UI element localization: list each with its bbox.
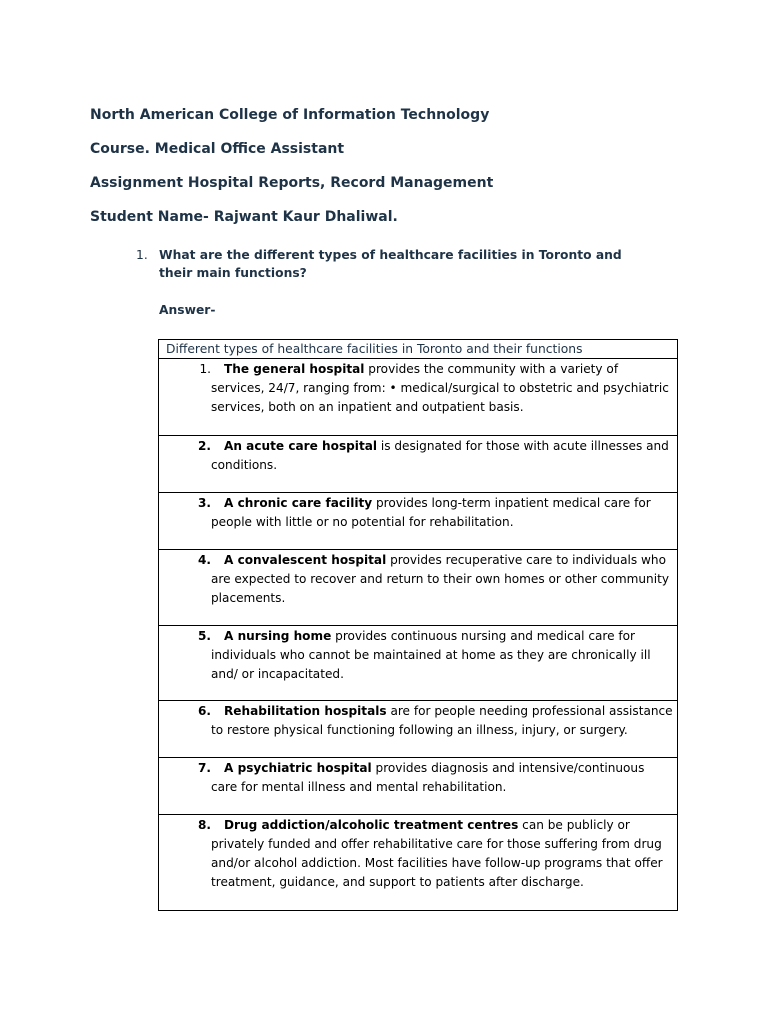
row-number: 3. xyxy=(197,496,211,510)
facilities-table xyxy=(158,339,678,911)
course-line: Course. Medical Office Assistant xyxy=(90,141,345,157)
row-text: provides recuperative care to individuals who are expected to recover and return to their own homes or other community placements. xyxy=(211,553,669,605)
student-name: Student Name- Rajwant Kaur Dhaliwal. xyxy=(90,209,398,225)
question-number: 1. xyxy=(136,248,148,262)
row-lead: A psychiatric hospital xyxy=(224,761,372,775)
row-content xyxy=(211,816,673,910)
row-number: 8. xyxy=(197,818,211,832)
row-number: 4. xyxy=(197,553,211,567)
row-lead: A convalescent hospital xyxy=(224,553,387,567)
row-lead: The general hospital xyxy=(224,362,365,376)
row-number: 2. xyxy=(197,439,211,453)
row-text: provides the community with a variety of services, 24/7, ranging from: • medical/surgical to obstetric and psychiatric services, both on an inpatient and outpatient basis. xyxy=(211,362,669,414)
row-content xyxy=(211,702,673,757)
row-content xyxy=(211,360,673,435)
question-text: What are the different types of healthcare facilities in Toronto and their main functions? xyxy=(159,248,622,280)
question-1 xyxy=(136,246,656,282)
table-row xyxy=(159,701,677,758)
row-lead: An acute care hospital xyxy=(224,439,378,453)
table-row xyxy=(159,626,677,701)
row-lead: Drug addiction/alcoholic treatment centres xyxy=(224,818,519,832)
row-content xyxy=(211,437,673,492)
table-row xyxy=(159,359,677,436)
row-text: can be publicly or privately funded and offer rehabilitative care for those suffering from drug and/or alcohol addiction. Most facilities have follow-up programs that offer treatment, guidance, and support to patients after discharge. xyxy=(211,818,663,889)
table-row xyxy=(159,436,677,493)
row-content xyxy=(211,759,673,814)
answer-label: Answer- xyxy=(159,303,216,317)
row-text: provides diagnosis and intensive/continuous care for mental illness and mental rehabilitation. xyxy=(211,761,645,794)
row-content xyxy=(211,494,673,549)
table-row xyxy=(159,493,677,550)
row-lead: A nursing home xyxy=(224,629,332,643)
table-row xyxy=(159,550,677,626)
row-number: 1. xyxy=(199,362,211,376)
table-header: Different types of healthcare facilities in Toronto and their functions xyxy=(159,340,677,359)
row-text: provides long-term inpatient medical care for people with little or no potential for rehabilitation. xyxy=(211,496,651,529)
assignment-line: Assignment Hospital Reports, Record Management xyxy=(90,175,494,191)
college-name: North American College of Information Technology xyxy=(90,107,490,123)
row-content xyxy=(211,627,673,700)
row-lead: A chronic care facility xyxy=(224,496,373,510)
row-number: 5. xyxy=(197,629,211,643)
row-number: 7. xyxy=(197,761,211,775)
row-lead: Rehabilitation hospitals xyxy=(224,704,387,718)
table-row xyxy=(159,758,677,815)
table-row xyxy=(159,815,677,910)
row-number: 6. xyxy=(197,704,211,718)
row-text: is designated for those with acute illnesses and conditions. xyxy=(211,439,669,472)
document-header xyxy=(90,104,493,240)
row-text: provides continuous nursing and medical care for individuals who cannot be maintained at home as they are chronically ill and/ or incapacitated. xyxy=(211,629,651,681)
row-text: are for people needing professional assistance to restore physical functioning following an illness, injury, or surgery. xyxy=(211,704,673,737)
row-content xyxy=(211,551,673,625)
